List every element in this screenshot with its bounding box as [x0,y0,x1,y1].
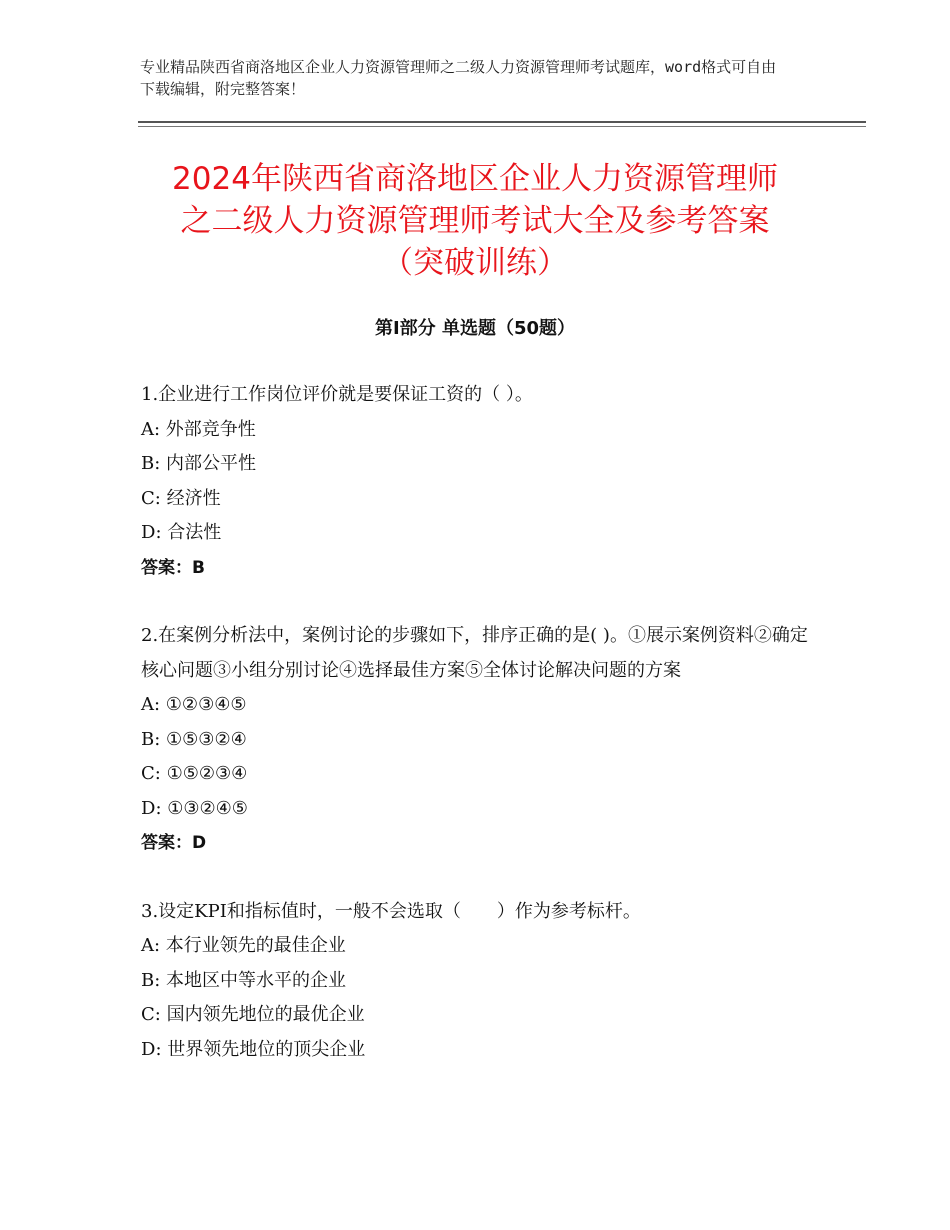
header-note: 专业精品陕西省商洛地区企业人力资源管理师之二级人力资源管理师考试题库，word格式可自由下载编辑，附完整答案！ [140,58,777,98]
option-letter: C [141,1004,155,1025]
question-option-d: D: 世界领先地位的顶尖企业 [141,1038,366,1060]
option-text: ①⑤②③④ [166,763,248,784]
option-letter: B [141,728,155,750]
option-letter: D [141,797,156,819]
header-rule-thin [138,126,866,127]
question-option-c: C: 国内领先地位的最优企业 [141,1004,365,1025]
question-answer [141,551,821,586]
document-title-line-1: 2024年陕西省商洛地区企业人力资源管理师 [172,161,778,197]
question-option-c: C: ①⑤②③④ [141,763,248,784]
header-rule-thick [138,121,866,123]
question-option-a: A: 外部竞争性 [141,418,256,440]
option-text: 世界领先地位的顶尖企业 [167,1038,366,1060]
option-letter: B [141,969,155,991]
question-stem: 2.在案例分析法中，案例讨论的步骤如下，排序正确的是( )。①展示案例资料②确定核心问题③小组分别讨论④选择最佳方案⑤全体讨论解决问题的方案 [141,625,808,681]
question-option-b: B: 本地区中等水平的企业 [141,969,347,991]
question-option-a: A: 本行业领先的最佳企业 [141,935,346,956]
option-text: 本行业领先的最佳企业 [165,935,346,956]
question-option-b: B: ①⑤③②④ [141,728,247,750]
option-text: ①②③④⑤ [165,694,247,715]
option-text: 内部公平性 [166,453,257,474]
question-2 [141,619,821,861]
option-letter: A [141,694,154,715]
option-letter: D [141,522,156,543]
option-letter: C [141,763,155,784]
section-heading: 第Ⅰ部分 单选题（50题） [374,318,575,339]
question-stem: 3.设定KPI和指标值时，一般不会选取（ ）作为参考标杆。 [141,900,641,922]
question-3 [141,895,821,1068]
question-option-a: A: ①②③④⑤ [141,694,247,715]
document-title-line-2: 之二级人力资源管理师考试大全及参考答案 [180,203,770,239]
question-stem: 1.企业进行工作岗位评价就是要保证工资的（ ）。 [141,384,533,405]
option-text: ①③②④⑤ [167,797,248,819]
answer-value: B [192,557,205,578]
question-list [141,378,821,1101]
question-option-b: B: 内部公平性 [141,453,257,474]
question-option-d: D: ①③②④⑤ [141,797,248,819]
option-letter: B [141,453,155,474]
answer-prefix: 答案： [141,833,192,853]
question-option-c: C: 经济性 [141,487,221,509]
option-letter: C [141,487,155,509]
option-text: 合法性 [167,522,222,543]
option-text: ①⑤③②④ [166,728,247,750]
option-letter: D [141,1038,156,1060]
question-answer [141,826,821,861]
question-1 [141,378,821,585]
option-text: 外部竞争性 [165,418,256,440]
document-title-line-3: （突破训练） [382,245,568,281]
answer-value: D [192,833,207,853]
answer-prefix: 答案： [141,557,192,578]
option-letter: A [141,418,154,440]
option-text: 经济性 [166,487,221,509]
option-letter: A [141,935,154,956]
option-text: 本地区中等水平的企业 [166,969,347,991]
document-title [110,158,840,284]
question-option-d: D: 合法性 [141,522,222,543]
option-text: 国内领先地位的最优企业 [166,1004,365,1025]
